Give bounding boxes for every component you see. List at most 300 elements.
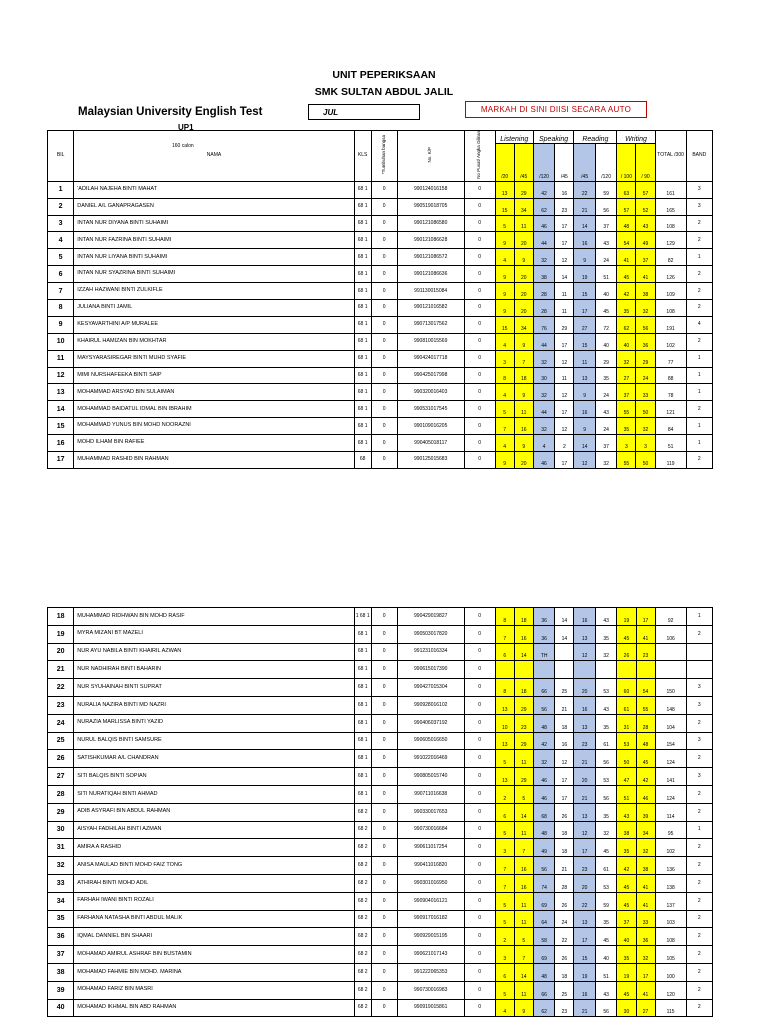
cell-bil: 9 xyxy=(48,316,74,333)
cell-score: 7 xyxy=(514,350,533,367)
candidate-count: 160 calon xyxy=(172,143,194,149)
cell-total: 103 xyxy=(655,910,686,928)
cell-score: 48 xyxy=(617,215,636,232)
cell-score: 16 xyxy=(514,418,533,435)
cell-kp: 990427015304 xyxy=(397,679,464,697)
cell-score: 4 xyxy=(495,999,514,1017)
cell-score: 5 xyxy=(495,401,514,418)
cell-score: 32 xyxy=(617,350,636,367)
cell-bil: 11 xyxy=(48,350,74,367)
cell-score: 41 xyxy=(636,874,655,892)
cell-score: 5 xyxy=(495,910,514,928)
cell-band: 2 xyxy=(686,874,712,892)
cell-pusat: 0 xyxy=(464,266,495,283)
col-max-s3: /120 xyxy=(533,143,554,181)
cell-score: 3 xyxy=(617,435,636,452)
cell-score: 9 xyxy=(574,384,595,401)
cell-score: 72 xyxy=(595,316,617,333)
cell-kelas: 68 2 xyxy=(354,857,371,875)
cell-pusat: 0 xyxy=(464,249,495,266)
cell-band: 2 xyxy=(686,857,712,875)
cell-kelas: 68 1 xyxy=(354,333,371,350)
cell-score: 26 xyxy=(617,643,636,661)
cell-pusat: 0 xyxy=(464,418,495,435)
cell-nama: INTAN NUR FAZRINA BINTI SUHAIMI xyxy=(74,232,355,249)
cell-total: 84 xyxy=(655,418,686,435)
cell-score: 9 xyxy=(495,300,514,317)
cell-tumbuhan: 0 xyxy=(371,333,397,350)
cell-score: 12 xyxy=(574,821,595,839)
cell-score: 21 xyxy=(574,999,595,1017)
cell-nama: MOHAMMAD YUNUS BIN MOHD NOORAZNI xyxy=(74,418,355,435)
cell-score: 23 xyxy=(574,857,595,875)
cell-band: 2 xyxy=(686,750,712,768)
cell-score: 37 xyxy=(636,249,655,266)
table-row xyxy=(48,283,713,300)
cell-bil: 7 xyxy=(48,283,74,300)
cell-score: 45 xyxy=(636,750,655,768)
cell-score: 26 xyxy=(555,892,574,910)
cell-bil: 28 xyxy=(48,785,74,803)
cell-score: 55 xyxy=(617,401,636,418)
cell-score: 49 xyxy=(533,839,554,857)
cell-score: 57 xyxy=(636,181,655,198)
cell-kp: 990411016820 xyxy=(397,857,464,875)
col-tumbuhan-label: *Tumbuhan bangsa xyxy=(380,135,386,175)
cell-score: 28 xyxy=(555,874,574,892)
cell-score: 29 xyxy=(555,316,574,333)
cell-score: 33 xyxy=(636,384,655,401)
cell-pusat: 0 xyxy=(464,283,495,300)
cell-score: 45 xyxy=(617,981,636,999)
table-row xyxy=(48,963,713,981)
cell-band: 2 xyxy=(686,625,712,643)
cell-kp: 990917016182 xyxy=(397,910,464,928)
cell-score: 17 xyxy=(574,928,595,946)
cell-pusat: 0 xyxy=(464,821,495,839)
cell-score: 35 xyxy=(617,300,636,317)
table-row xyxy=(48,266,713,283)
cell-score: 22 xyxy=(574,892,595,910)
cell-score: 17 xyxy=(555,401,574,418)
cell-band: 4 xyxy=(686,316,712,333)
cell-band: 1 xyxy=(686,367,712,384)
cell-score: 62 xyxy=(533,999,554,1017)
table-row xyxy=(48,198,713,215)
cell-pusat: 0 xyxy=(464,732,495,750)
cell-score: 20 xyxy=(574,768,595,786)
cell-pusat: 0 xyxy=(464,300,495,317)
cell-bil: 30 xyxy=(48,821,74,839)
cell-score: 44 xyxy=(533,333,554,350)
cell-total: 165 xyxy=(655,198,686,215)
cell-score: 14 xyxy=(574,435,595,452)
cell-nama: MOHAMAD FARIZ BIN MASRI xyxy=(74,981,355,999)
cell-score: 13 xyxy=(574,367,595,384)
cell-bil: 32 xyxy=(48,857,74,875)
cell-score: 49 xyxy=(636,232,655,249)
cell-score: 16 xyxy=(574,232,595,249)
table-row xyxy=(48,249,713,266)
cell-bil: 33 xyxy=(48,874,74,892)
cell-kelas: 68 1 xyxy=(354,750,371,768)
cell-band: 1 xyxy=(686,384,712,401)
cell-score xyxy=(555,643,574,661)
cell-nama: FARHAH IWANI BINTI ROZALI xyxy=(74,892,355,910)
cell-score: 42 xyxy=(533,181,554,198)
cell-kelas: 68 1 xyxy=(354,316,371,333)
cell-score: 23 xyxy=(514,714,533,732)
cell-score: 43 xyxy=(595,696,616,714)
col-band: BAND xyxy=(686,131,712,182)
col-total: TOTAL /300 xyxy=(655,131,686,182)
cell-pusat: 0 xyxy=(464,679,495,697)
cell-bil: 18 xyxy=(48,608,74,626)
cell-score: 50 xyxy=(636,452,655,469)
cell-band: 1 xyxy=(686,418,712,435)
cell-score: 32 xyxy=(533,418,554,435)
cell-bil: 12 xyxy=(48,367,74,384)
col-speaking: Speaking xyxy=(533,131,574,144)
cell-bil: 36 xyxy=(48,928,74,946)
col-reading: Reading xyxy=(574,131,617,144)
cell-score: 55 xyxy=(617,452,636,469)
cell-score: 37 xyxy=(617,910,636,928)
cell-nama: INTAN NUR DIYANA BINTI SUHAIMI xyxy=(74,215,355,232)
cell-score: 21 xyxy=(574,198,595,215)
cell-nama: DANIEL A/L GANAPRAGASEN xyxy=(74,198,355,215)
cell-score: 9 xyxy=(574,249,595,266)
cell-kelas: 68 2 xyxy=(354,803,371,821)
cell-kp: 990109016205 xyxy=(397,418,464,435)
cell-total: 114 xyxy=(655,803,686,821)
cell-total: 108 xyxy=(655,300,686,317)
cell-total: 51 xyxy=(655,435,686,452)
cell-score: 7 xyxy=(514,946,533,964)
cell-score: 41 xyxy=(636,892,655,910)
cell-tumbuhan: 0 xyxy=(371,696,397,714)
cell-score: 60 xyxy=(617,679,636,697)
cell-score: 35 xyxy=(595,803,616,821)
cell-kp: 990121086580 xyxy=(397,215,464,232)
cell-tumbuhan: 0 xyxy=(371,608,397,626)
cell-total: 109 xyxy=(655,283,686,300)
cell-score: 18 xyxy=(555,963,574,981)
cell-total: 88 xyxy=(655,367,686,384)
cell-nama: ATHIRAH BINTI MOHD ADIL xyxy=(74,874,355,892)
cell-bil: 14 xyxy=(48,401,74,418)
table-row xyxy=(48,608,713,626)
cell-band: 2 xyxy=(686,803,712,821)
session-box[interactable]: JUL xyxy=(308,104,420,120)
cell-score: 35 xyxy=(617,839,636,857)
cell-score: 4 xyxy=(495,333,514,350)
cell-score: 51 xyxy=(595,266,617,283)
col-bil: BIL xyxy=(48,131,74,182)
cell-bil: 40 xyxy=(48,999,74,1017)
cell-score: 41 xyxy=(636,266,655,283)
cell-score: 35 xyxy=(595,910,616,928)
cell-score: 44 xyxy=(533,401,554,418)
cell-total: 129 xyxy=(655,232,686,249)
cell-band: 2 xyxy=(686,333,712,350)
cell-score: 17 xyxy=(555,215,574,232)
cell-kp: 990810015569 xyxy=(397,333,464,350)
cell-score: 16 xyxy=(555,732,574,750)
cell-score: 29 xyxy=(636,350,655,367)
cell-score: 66 xyxy=(533,981,554,999)
table-row xyxy=(48,452,713,469)
cell-tumbuhan: 0 xyxy=(371,418,397,435)
cell-total xyxy=(655,643,686,661)
cell-score: 21 xyxy=(555,857,574,875)
cell-nama: MOHAMAD IKHMAL BIN ABD RAHMAN xyxy=(74,999,355,1017)
cell-score: 7 xyxy=(495,857,514,875)
cell-score: 18 xyxy=(555,839,574,857)
cell-score: 40 xyxy=(595,283,617,300)
cell-nama: FARHANA NATASHA BINTI ABDUL MALIK xyxy=(74,910,355,928)
cell-score: 43 xyxy=(595,981,616,999)
cell-score: 23 xyxy=(555,198,574,215)
cell-score: 11 xyxy=(514,750,533,768)
cell-kelas: 68 1 xyxy=(354,785,371,803)
cell-score: 19 xyxy=(617,963,636,981)
cell-nama: MOHAMMAD ARSYAD BIN SULAIMAN xyxy=(74,384,355,401)
cell-bil: 25 xyxy=(48,732,74,750)
cell-score: 9 xyxy=(574,418,595,435)
cell-band: 3 xyxy=(686,732,712,750)
cell-total: 102 xyxy=(655,839,686,857)
cell-score: 40 xyxy=(617,333,636,350)
cell-score: 46 xyxy=(636,785,655,803)
cell-score: 48 xyxy=(636,732,655,750)
col-max-s7: / 100 xyxy=(617,143,636,181)
cell-score: 38 xyxy=(533,266,554,283)
cell-score: 32 xyxy=(533,750,554,768)
cell-tumbuhan: 0 xyxy=(371,625,397,643)
cell-bil: 37 xyxy=(48,946,74,964)
table-row xyxy=(48,333,713,350)
cell-total: 77 xyxy=(655,350,686,367)
cell-score: 43 xyxy=(595,232,617,249)
cell-pusat: 0 xyxy=(464,643,495,661)
cell-total: 161 xyxy=(655,181,686,198)
cell-kelas: 68 1 xyxy=(354,714,371,732)
cell-score: 11 xyxy=(555,300,574,317)
cell-score: 36 xyxy=(636,333,655,350)
cell-score: 42 xyxy=(617,283,636,300)
cell-score: 74 xyxy=(533,874,554,892)
cell-score: 32 xyxy=(636,839,655,857)
cell-score: 19 xyxy=(574,963,595,981)
cell-score: 5 xyxy=(514,785,533,803)
cell-score: 36 xyxy=(533,608,554,626)
cell-kelas: 68 xyxy=(354,452,371,469)
table-row xyxy=(48,661,713,679)
paper-label: UP1 xyxy=(178,123,194,132)
cell-band: 2 xyxy=(686,266,712,283)
cell-score: 7 xyxy=(495,418,514,435)
table-row xyxy=(48,625,713,643)
cell-nama: 'ADILAH NAJEHA BINTI MAHAT xyxy=(74,181,355,198)
cell-band: 2 xyxy=(686,785,712,803)
col-nama: NAMA xyxy=(74,131,355,182)
cell-kp: 990713017562 xyxy=(397,316,464,333)
cell-score: 13 xyxy=(495,732,514,750)
cell-score: 69 xyxy=(533,892,554,910)
cell-score: 23 xyxy=(574,732,595,750)
cell-score: 43 xyxy=(636,215,655,232)
cell-score: 20 xyxy=(514,232,533,249)
cell-score: 12 xyxy=(574,643,595,661)
cell-score: 12 xyxy=(555,249,574,266)
cell-score: 45 xyxy=(617,892,636,910)
cell-tumbuhan: 0 xyxy=(371,963,397,981)
cell-total: 105 xyxy=(655,946,686,964)
table-row xyxy=(48,300,713,317)
cell-score: 32 xyxy=(533,384,554,401)
cell-score: 17 xyxy=(555,768,574,786)
cell-score: 5 xyxy=(495,750,514,768)
cell-pusat: 0 xyxy=(464,452,495,469)
cell-bil: 24 xyxy=(48,714,74,732)
cell-score xyxy=(636,661,655,679)
table-row xyxy=(48,874,713,892)
cell-score: 2 xyxy=(495,785,514,803)
cell-tumbuhan: 0 xyxy=(371,367,397,384)
cell-total: 92 xyxy=(655,608,686,626)
cell-score: 50 xyxy=(636,401,655,418)
cell-score xyxy=(574,661,595,679)
cell-score: 18 xyxy=(514,679,533,697)
cell-score: 23 xyxy=(636,643,655,661)
cell-score: 45 xyxy=(617,625,636,643)
cell-score: 48 xyxy=(533,963,554,981)
cell-nama: JULIANA BINTI JAMIL xyxy=(74,300,355,317)
cell-score: 14 xyxy=(514,803,533,821)
results-table-bottom xyxy=(47,607,713,1017)
cell-score: 5 xyxy=(495,892,514,910)
cell-total: 136 xyxy=(655,857,686,875)
cell-score: 17 xyxy=(555,232,574,249)
cell-score: 56 xyxy=(636,316,655,333)
cell-score: 29 xyxy=(514,732,533,750)
cell-nama: MOHAMMAD BAIDATUL IDMAL BIN IBRAHIM xyxy=(74,401,355,418)
cell-score: 13 xyxy=(495,181,514,198)
cell-score: 38 xyxy=(617,821,636,839)
cell-nama: INTAN NUR LIYANA BINTI SUHAIMI xyxy=(74,249,355,266)
cell-kp: 990429019827 xyxy=(397,608,464,626)
cell-nama: NURALIA NAZIRA BINTI MD NAZRI xyxy=(74,696,355,714)
cell-bil: 38 xyxy=(48,963,74,981)
cell-kp: 990919015861 xyxy=(397,999,464,1017)
cell-score: 9 xyxy=(514,435,533,452)
cell-kp: 991231016334 xyxy=(397,643,464,661)
cell-kp: 990330017653 xyxy=(397,803,464,821)
cell-kelas: 68 1 xyxy=(354,696,371,714)
cell-score: 7 xyxy=(514,839,533,857)
cell-score xyxy=(533,661,554,679)
cell-pusat: 0 xyxy=(464,946,495,964)
cell-score: 56 xyxy=(595,750,616,768)
cell-score: 24 xyxy=(555,910,574,928)
cell-band: 2 xyxy=(686,910,712,928)
cell-score: 61 xyxy=(617,696,636,714)
cell-score: 47 xyxy=(617,768,636,786)
cell-kelas: 68 1 xyxy=(354,384,371,401)
cell-kelas: 68 1 xyxy=(354,418,371,435)
cell-score: 45 xyxy=(617,266,636,283)
cell-score: 53 xyxy=(595,679,616,697)
cell-nama: MAYSYARASIREGAR BINTI MUHD SYAFIE xyxy=(74,350,355,367)
cell-score: 43 xyxy=(595,608,616,626)
cell-score: 7 xyxy=(495,874,514,892)
cell-score: 20 xyxy=(574,679,595,697)
cell-tumbuhan: 0 xyxy=(371,928,397,946)
cell-score: 41 xyxy=(636,981,655,999)
cell-band: 1 xyxy=(686,435,712,452)
cell-tumbuhan: 0 xyxy=(371,316,397,333)
cell-kp: 990531017545 xyxy=(397,401,464,418)
cell-score: 5 xyxy=(495,821,514,839)
cell-band: 1 xyxy=(686,350,712,367)
cell-kelas: 68 1 xyxy=(354,625,371,643)
cell-pusat: 0 xyxy=(464,401,495,418)
cell-score: 24 xyxy=(595,249,617,266)
cell-score: 9 xyxy=(495,452,514,469)
cell-tumbuhan: 0 xyxy=(371,249,397,266)
cell-score: 4 xyxy=(533,435,554,452)
cell-kp: 990424017718 xyxy=(397,350,464,367)
cell-score xyxy=(595,661,616,679)
cell-score: 23 xyxy=(555,999,574,1017)
table-row xyxy=(48,857,713,875)
cell-score: 32 xyxy=(533,350,554,367)
table-row xyxy=(48,181,713,198)
cell-score: 11 xyxy=(514,981,533,999)
cell-tumbuhan: 0 xyxy=(371,714,397,732)
cell-bil: 15 xyxy=(48,418,74,435)
cell-band: 3 xyxy=(686,768,712,786)
cell-kp: 990121086636 xyxy=(397,266,464,283)
cell-kelas: 68 1 xyxy=(354,232,371,249)
cell-score: 20 xyxy=(514,283,533,300)
table-row xyxy=(48,732,713,750)
cell-kelas: 68 2 xyxy=(354,946,371,964)
cell-score: 9 xyxy=(514,333,533,350)
cell-score: 9 xyxy=(495,232,514,249)
cell-score: 56 xyxy=(595,198,617,215)
cell-score: TH xyxy=(533,643,554,661)
col-kp-label: No. K/P xyxy=(427,147,433,163)
table-row xyxy=(48,401,713,418)
cell-kelas: 68 1 xyxy=(354,215,371,232)
cell-score: 15 xyxy=(574,283,595,300)
table-row xyxy=(48,435,713,452)
cell-score: 53 xyxy=(617,732,636,750)
cell-pusat: 0 xyxy=(464,999,495,1017)
cell-kp: 990503017820 xyxy=(397,625,464,643)
cell-kelas: 68 1 xyxy=(354,732,371,750)
cell-score: 6 xyxy=(495,963,514,981)
cell-tumbuhan: 0 xyxy=(371,181,397,198)
cell-score: 17 xyxy=(636,963,655,981)
cell-nama: INTAN NUR SYAZRINA BINTI SUHAIMI xyxy=(74,266,355,283)
cell-pusat: 0 xyxy=(464,198,495,215)
cell-score: 11 xyxy=(555,283,574,300)
cell-band: 2 xyxy=(686,714,712,732)
cell-score: 16 xyxy=(555,181,574,198)
